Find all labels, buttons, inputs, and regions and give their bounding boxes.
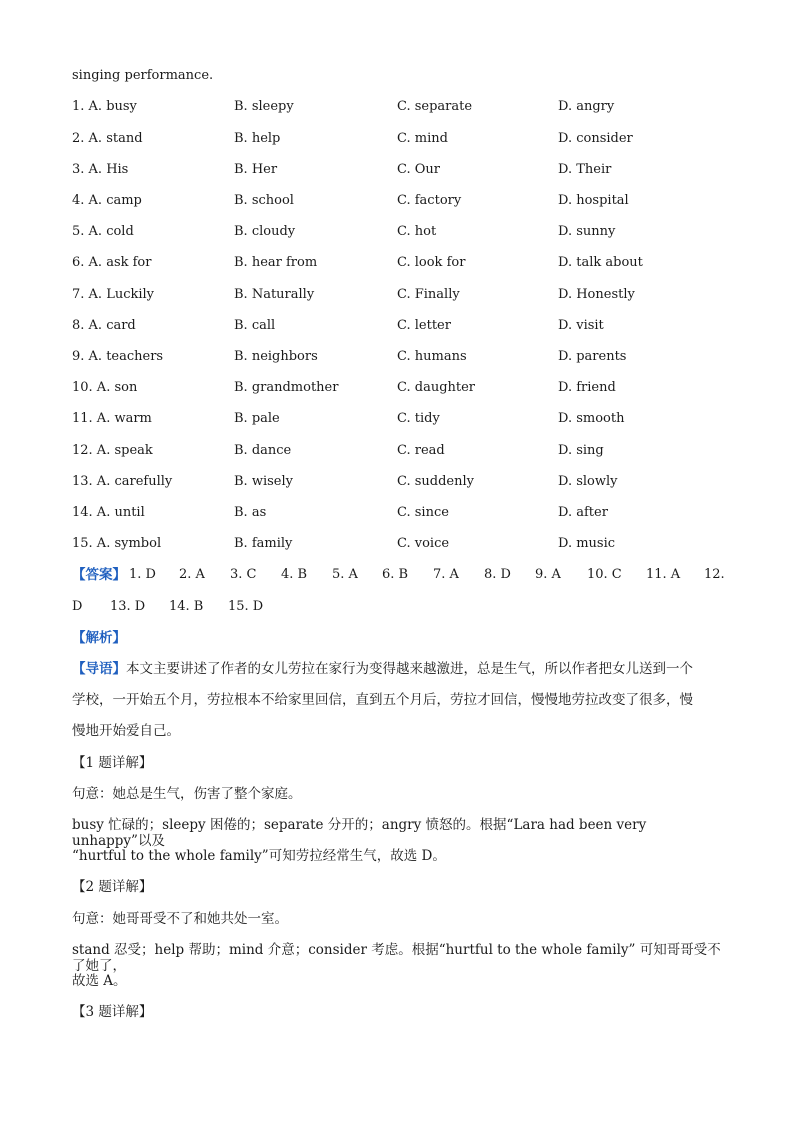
option-b: B. call <box>234 318 276 333</box>
option-d: D. Their <box>558 162 612 177</box>
option-b: B. wisely <box>234 474 293 489</box>
option-c: C. tidy <box>397 411 440 426</box>
option-c: C. factory <box>397 193 462 208</box>
option-b: B. sleepy <box>234 99 294 114</box>
answer-tag: 【答案】 <box>72 567 126 583</box>
option-row <box>72 162 732 180</box>
option-c: C. suddenly <box>397 474 475 489</box>
q1-explanation-2: “hurtful to the whole family”可知劳拉经常生气，故选 D。 <box>72 848 446 864</box>
option-b: B. cloudy <box>234 224 296 239</box>
option-c: C. read <box>397 443 445 458</box>
answer-item: 6. B <box>382 567 409 582</box>
option-c: C. separate <box>397 99 473 114</box>
answer-item: 10. C <box>587 567 622 582</box>
option-d: D. smooth <box>558 411 625 426</box>
option-d: D. sunny <box>558 224 616 239</box>
option-row <box>72 193 732 211</box>
answer-item: 14. B <box>169 599 204 614</box>
option-row <box>72 224 732 242</box>
option-a: 9. A. teachers <box>72 349 164 364</box>
option-row <box>72 99 732 117</box>
q3-heading: 【3 题详解】 <box>72 1004 153 1020</box>
guide-line-3: 慢地开始爱自己。 <box>72 723 180 739</box>
option-b: B. pale <box>234 411 280 426</box>
guide-text-1: 本文主要讲述了作者的女儿劳拉在家行为变得越来越激进，总是生气，所以作者把女儿送到一个 <box>126 661 693 677</box>
option-b: B. family <box>234 536 293 551</box>
option-b: B. help <box>234 131 281 146</box>
q2-explanation-1: stand 忍受；help 帮助；mind 介意；consider 考虑。根据“hurtful to the whole family” 可知哥哥受不了她了， <box>72 942 721 974</box>
option-a: 1. A. busy <box>72 99 137 114</box>
option-a: 10. A. son <box>72 380 138 395</box>
option-d: D. visit <box>558 318 604 333</box>
option-c: C. letter <box>397 318 451 333</box>
option-a: 4. A. camp <box>72 193 142 208</box>
option-a: 11. A. warm <box>72 411 152 426</box>
option-a: 12. A. speak <box>72 443 153 458</box>
option-a: 13. A. carefully <box>72 474 173 489</box>
option-d: D. music <box>558 536 616 551</box>
option-b: B. Her <box>234 162 278 177</box>
option-row <box>72 131 732 149</box>
option-row <box>72 349 732 367</box>
option-d: D. consider <box>558 131 633 146</box>
option-row <box>72 287 732 305</box>
option-a: 7. A. Luckily <box>72 287 155 302</box>
option-d: D. parents <box>558 349 627 364</box>
answer-item: 11. A <box>646 567 681 582</box>
option-c: C. humans <box>397 349 467 364</box>
option-c: C. look for <box>397 255 466 270</box>
analysis-tag: 【解析】 <box>72 630 126 646</box>
answer-item: 8. D <box>484 567 511 582</box>
option-d: D. Honestly <box>558 287 635 302</box>
answer-item: 9. A <box>535 567 561 582</box>
answer-item: 3. C <box>230 567 257 582</box>
q2-heading: 【2 题详解】 <box>72 879 153 895</box>
answer-item: 15. D <box>228 599 264 614</box>
option-a: 14. A. until <box>72 505 145 520</box>
answer-item: 4. B <box>281 567 308 582</box>
option-row <box>72 474 732 492</box>
answer-item: 1. D <box>129 567 156 582</box>
option-b: B. Naturally <box>234 287 315 302</box>
option-a: 5. A. cold <box>72 224 134 239</box>
option-b: B. school <box>234 193 294 208</box>
answer-item: 5. A <box>332 567 358 582</box>
answer-key-line2 <box>72 599 722 617</box>
guide-tag: 【导语】 <box>72 661 126 677</box>
q2-meaning: 句意：她哥哥受不了和她共处一室。 <box>72 911 288 927</box>
option-a: 8. A. card <box>72 318 136 333</box>
option-b: B. as <box>234 505 267 520</box>
answer-key-line1 <box>72 567 725 585</box>
option-d: D. talk about <box>558 255 643 270</box>
q2-explanation-2: 故选 A。 <box>72 973 127 989</box>
option-row <box>72 255 732 273</box>
option-b: B. dance <box>234 443 292 458</box>
answer-item: 2. A <box>179 567 205 582</box>
option-d: D. after <box>558 505 608 520</box>
option-d: D. slowly <box>558 474 618 489</box>
answer-item: 7. A <box>433 567 459 582</box>
option-row <box>72 536 732 554</box>
option-d: D. hospital <box>558 193 629 208</box>
q1-heading: 【1 题详解】 <box>72 755 153 771</box>
option-row <box>72 380 732 398</box>
option-c: C. hot <box>397 224 437 239</box>
option-c: C. Finally <box>397 287 460 302</box>
option-c: C. mind <box>397 131 448 146</box>
option-a: 6. A. ask for <box>72 255 152 270</box>
guide-line-1 <box>72 661 722 677</box>
q1-explanation-1: busy 忙碌的；sleepy 困倦的；separate 分开的；angry 愤怒的。根据“Lara had been very unhappy”以及 <box>72 817 647 849</box>
option-d: D. friend <box>558 380 616 395</box>
intro-tail-text: singing performance. <box>72 68 214 83</box>
option-d: D. sing <box>558 443 604 458</box>
option-row <box>72 443 732 461</box>
option-c: C. since <box>397 505 449 520</box>
answer-item: 13. D <box>110 599 146 614</box>
option-b: B. neighbors <box>234 349 318 364</box>
option-a: 3. A. His <box>72 162 129 177</box>
option-b: B. grandmother <box>234 380 339 395</box>
option-b: B. hear from <box>234 255 318 270</box>
option-a: 15. A. symbol <box>72 536 162 551</box>
guide-line-2: 学校，一开始五个月，劳拉根本不给家里回信，直到五个月后，劳拉才回信，慢慢地劳拉改变了很多，慢 <box>72 692 693 708</box>
option-c: C. Our <box>397 162 440 177</box>
answer-item: 12. <box>704 567 725 582</box>
answer-item: D <box>72 599 83 614</box>
option-c: C. voice <box>397 536 450 551</box>
option-a: 2. A. stand <box>72 131 143 146</box>
option-row <box>72 318 732 336</box>
option-row <box>72 505 732 523</box>
option-c: C. daughter <box>397 380 476 395</box>
option-row <box>72 411 732 429</box>
q1-meaning: 句意：她总是生气，伤害了整个家庭。 <box>72 786 302 802</box>
option-d: D. angry <box>558 99 615 114</box>
